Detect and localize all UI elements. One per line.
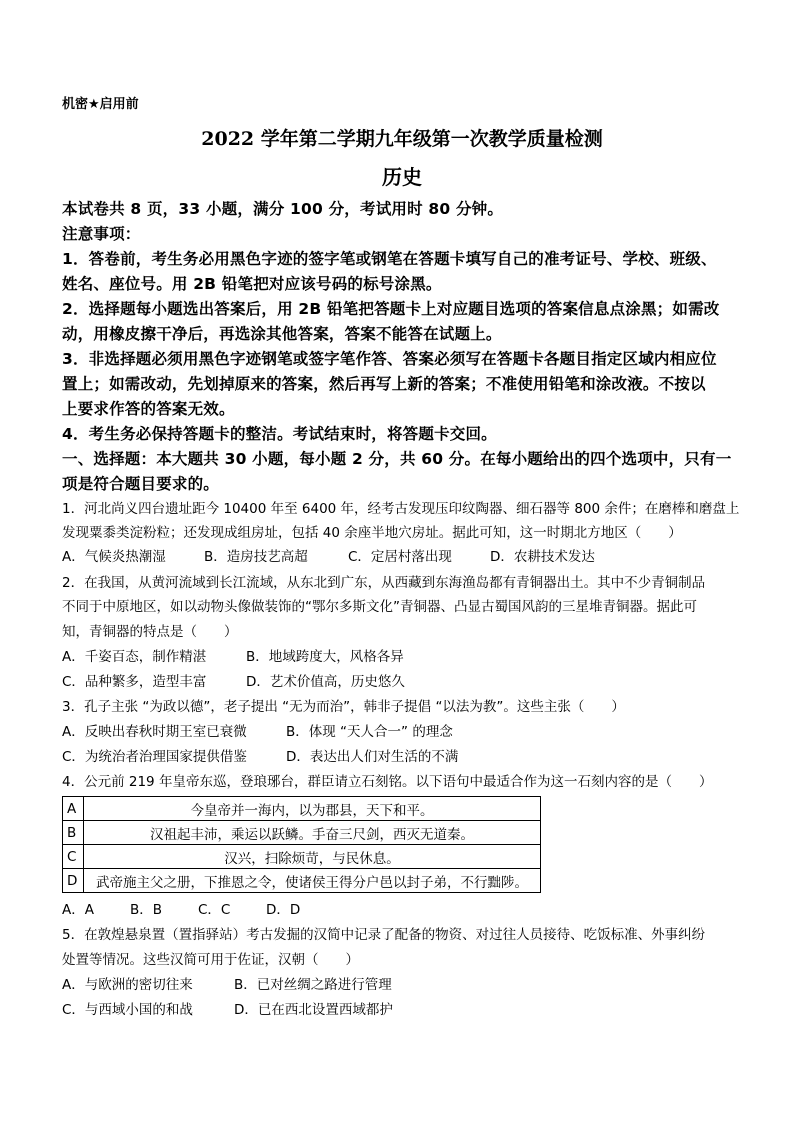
q3-options-row-2 — [62, 745, 742, 769]
q1-stem-line-1: 1．河北尚义四台遗址距今 10400 年至 6400 年，经考古发现压印纹陶器、细石器等 800 余件；在磨棒和磨盘上 — [62, 501, 740, 517]
q4-table-row — [63, 821, 541, 845]
q4-option-b[interactable]: B．B — [130, 902, 163, 918]
instruction-1-line-2: 姓名、座位号。用 2B 铅笔把对应该号码的标号涂黑。 — [62, 275, 442, 293]
instruction-2-line-2: 动，用橡皮擦干净后，再选涂其他答案，答案不能答在试题上。 — [62, 325, 502, 343]
q4-row-text: 汉祖起丰沛，乘运以跃鳞。手奋三尺剑，西灭无道秦。 — [84, 821, 541, 845]
q1-stem-line-2: 发现粟黍类淀粉粒；还发现成组房址，包括 40 余座半地穴房址。据此可知，这一时期北方地区（ ） — [62, 525, 682, 541]
q2-option-a[interactable]: A．千姿百态，制作精湛 — [62, 649, 207, 665]
q1-options — [62, 545, 742, 569]
subject-title: 历史 — [382, 165, 422, 189]
q4-option-c[interactable]: C．C — [198, 902, 231, 918]
q4-table-row — [63, 869, 541, 893]
instruction-2-line-1: 2．选择题每小题选出答案后，用 2B 铅笔把答题卡上对应题目选项的答案信息点涂黑；如需改 — [62, 300, 720, 318]
q5-option-a[interactable]: A．与欧洲的密切往来 — [62, 977, 193, 993]
instruction-3-line-1: 3．非选择题必须用黑色字迹钢笔或签字笔作答、答案必须写在答题卡各题目指定区域内相应位 — [62, 350, 717, 368]
q4-option-a[interactable]: A．A — [62, 902, 94, 918]
q4-option-d[interactable]: D．D — [266, 902, 301, 918]
q2-option-d[interactable]: D．艺术价值高，历史悠久 — [246, 674, 405, 690]
q4-row-key: D — [63, 869, 84, 893]
q4-options — [62, 898, 742, 922]
q1-option-d[interactable]: D．农耕技术发达 — [490, 549, 595, 565]
q2-options-row-2 — [62, 670, 742, 694]
q3-stem: 3．孔子主张 “为政以德”，老子提出 “无为而治”，韩非子提倡 “以法为教”。这些主张（ ） — [62, 699, 625, 715]
instruction-3-line-3: 上要求作答的答案无效。 — [62, 400, 235, 418]
q2-stem-line-2: 不同于中原地区，如以动物头像做装饰的“鄂尔多斯文化”青铜器、凸显古蜀国风韵的三星堆青铜器。据此可 — [62, 599, 697, 615]
q2-option-c[interactable]: C．品种繁多，造型丰富 — [62, 674, 207, 690]
q2-stem-line-3: 知，青铜器的特点是（ ） — [62, 624, 238, 640]
q5-options-row-2 — [62, 998, 742, 1022]
instruction-3-line-2: 置上；如需改动，先划掉原来的答案，然后再写上新的答案；不准使用铅笔和涂改液。不按以 — [62, 375, 706, 393]
q4-row-text: 汉兴，扫除烦苛，与民休息。 — [84, 845, 541, 869]
q5-options-row-1 — [62, 973, 742, 997]
q4-row-key: A — [63, 797, 84, 821]
exam-title: 2022 学年第二学期九年级第一次教学质量检测 — [201, 128, 603, 150]
q4-row-key: B — [63, 821, 84, 845]
q3-option-d[interactable]: D．表达出人们对生活的不满 — [286, 749, 459, 765]
q4-row-text: 今皇帝并一海内，以为郡县，天下和平。 — [84, 797, 541, 821]
section-heading-line-2: 项是符合题目要求的。 — [62, 475, 220, 493]
notice-heading: 注意事项： — [62, 225, 141, 243]
q4-table-row — [63, 845, 541, 869]
q3-option-c[interactable]: C．为统治者治理国家提供借鉴 — [62, 749, 247, 765]
q4-options-table — [62, 796, 541, 893]
q4-row-text: 武帝施主父之册，下推恩之令，使诸侯王得分户邑以封子弟，不行黜陟。 — [84, 869, 541, 893]
q5-stem-line-1: 5．在敦煌悬泉置（置指驿站）考古发掘的汉简中记录了配备的物资、对过往人员接待、吃饭标准、外事纠纷 — [62, 927, 706, 943]
q3-option-a[interactable]: A．反映出春秋时期王室已衰微 — [62, 724, 247, 740]
q2-option-b[interactable]: B．地域跨度大，风格各异 — [246, 649, 404, 665]
exam-intro: 本试卷共 8 页，33 小题，满分 100 分，考试用时 80 分钟。 — [62, 200, 504, 218]
q1-option-c[interactable]: C．定居村落出现 — [348, 549, 452, 565]
q5-option-c[interactable]: C．与西域小国的和战 — [62, 1002, 193, 1018]
q3-options-row-1 — [62, 720, 742, 744]
q5-option-d[interactable]: D．已在西北设置西域都护 — [234, 1002, 393, 1018]
instruction-1-line-1: 1．答卷前，考生务必用黑色字迹的签字笔或钢笔在答题卡填写自己的准考证号、学校、班级、 — [62, 250, 717, 268]
section-heading-line-1: 一、选择题：本大题共 30 小题，每小题 2 分，共 60 分。在每小题给出的四个选项中，只有一 — [62, 450, 732, 468]
q2-stem-line-1: 2．在我国，从黄河流域到长江流域，从东北到广东，从西藏到东海渔岛都有青铜器出土。其中不少青铜制品 — [62, 575, 706, 591]
q2-options-row-1 — [62, 645, 742, 669]
q1-option-a[interactable]: A．气候炎热潮湿 — [62, 549, 166, 565]
q4-row-key: C — [63, 845, 84, 869]
confidential-label: 机密★启用前 — [62, 97, 139, 112]
q4-stem: 4．公元前 219 年皇帝东巡，登琅琊台，群臣请立石刻铭。以下语句中最适合作为这一石刻内容的是（ ） — [62, 774, 713, 790]
q4-table-row — [63, 797, 541, 821]
q3-option-b[interactable]: B．体现 “天人合一” 的理念 — [286, 724, 453, 740]
instruction-4-line-1: 4．考生务必保持答题卡的整洁。考试结束时，将答题卡交回。 — [62, 425, 497, 443]
q1-option-b[interactable]: B．造房技艺高超 — [204, 549, 308, 565]
q5-stem-line-2: 处置等情况。这些汉简可用于佐证，汉朝（ ） — [62, 952, 359, 968]
q5-option-b[interactable]: B．已对丝绸之路进行管理 — [234, 977, 392, 993]
